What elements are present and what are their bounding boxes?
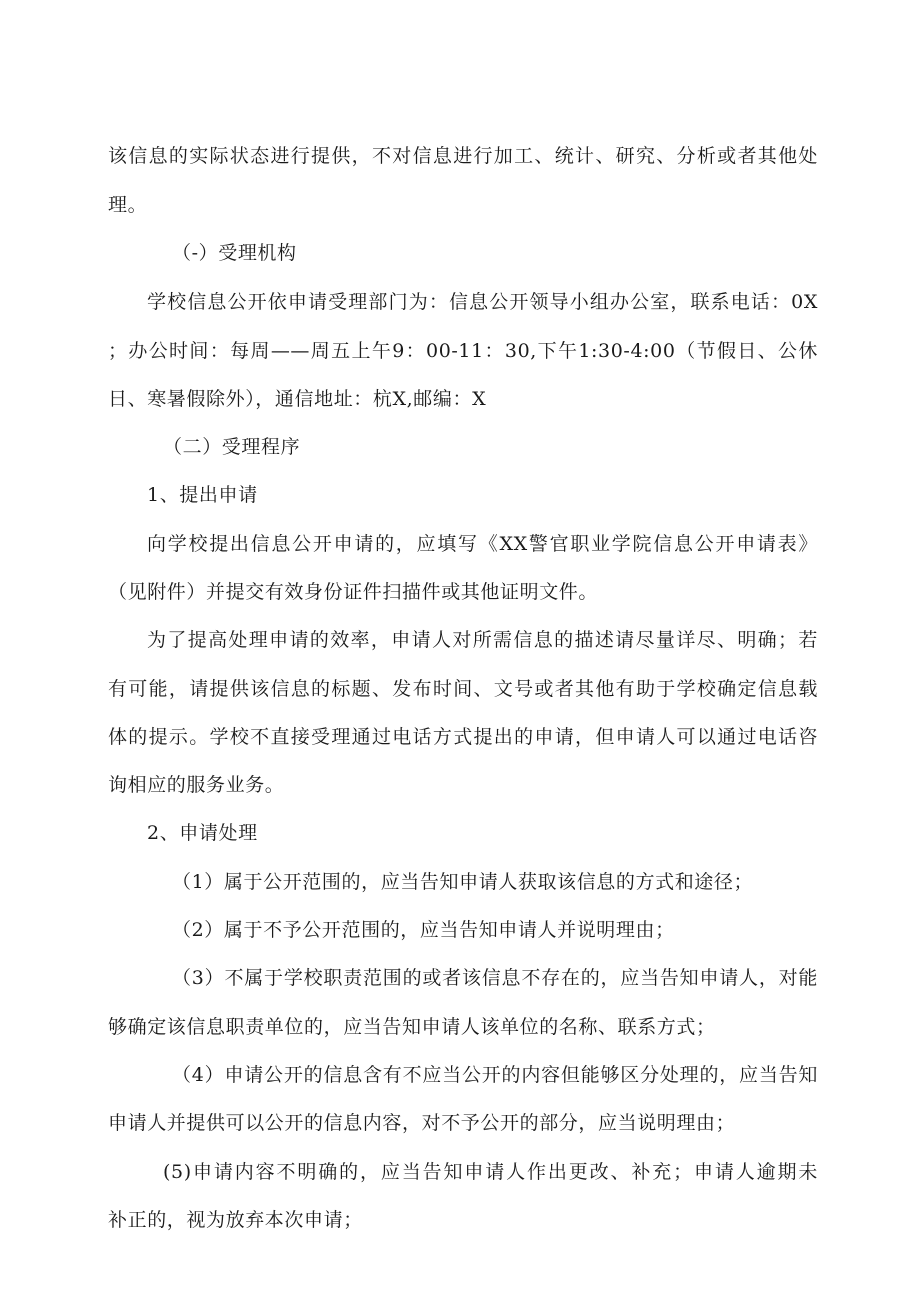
list-item-continuation: 补正的，视为放弃本次申请；	[108, 1209, 363, 1231]
body-text-line: 学校信息公开依申请受理部门为：信息公开领导小组办公室，联系电话：0X	[147, 291, 818, 313]
list-item: （2）属于不予公开范围的，应当告知申请人并说明理由；	[172, 919, 675, 941]
list-item: （4）申请公开的信息含有不应当公开的内容但能够区分处理的，应当告知	[172, 1064, 818, 1086]
list-item: （1）属于公开范围的，应当告知申请人获取该信息的方式和途径；	[172, 871, 754, 893]
body-text-line: 体的提示。学校不直接受理通过电话方式提出的申请，但申请人可以通过电话咨	[108, 726, 818, 748]
body-text-line: 日、寒暑假除外），通信地址：杭X,邮编：X	[108, 388, 487, 410]
subsection-heading: 1、提出申请	[147, 484, 258, 506]
body-text-line: （见附件）并提交有效身份证件扫描件或其他证明文件。	[108, 581, 599, 603]
section-heading: （-）受理机构	[172, 242, 297, 264]
list-item: （3）不属于学校职责范围的或者该信息不存在的，应当告知申请人，对能	[172, 967, 818, 989]
body-text-line: 向学校提出信息公开申请的，应填写《XX警官职业学院信息公开申请表》	[147, 533, 818, 555]
body-text-line: 询相应的服务业务。	[108, 774, 285, 796]
body-text-line: 该信息的实际状态进行提供，不对信息进行加工、统计、研究、分析或者其他处	[108, 145, 818, 167]
body-text-line: ；办公时间：每周——周五上午9：00-11：30,下午1:30-4:00（节假日、公休	[108, 340, 818, 362]
subsection-heading: 2、申请处理	[147, 822, 258, 844]
section-heading: （二）受理程序	[163, 436, 301, 458]
list-item: (5)申请内容不明确的，应当告知申请人作出更改、补充；申请人逾期未	[163, 1161, 818, 1183]
list-item-continuation: 申请人并提供可以公开的信息内容，对不予公开的部分，应当说明理由；	[108, 1112, 736, 1134]
body-text-line: 为了提高处理申请的效率，申请人对所需信息的描述请尽量详尽、明确；若	[147, 629, 818, 651]
list-item-continuation: 够确定该信息职责单位的，应当告知申请人该单位的名称、联系方式；	[108, 1016, 716, 1038]
body-text-line: 有可能，请提供该信息的标题、发布时间、文号或者其他有助于学校确定信息载	[108, 678, 818, 700]
body-text-line: 理。	[108, 194, 148, 216]
